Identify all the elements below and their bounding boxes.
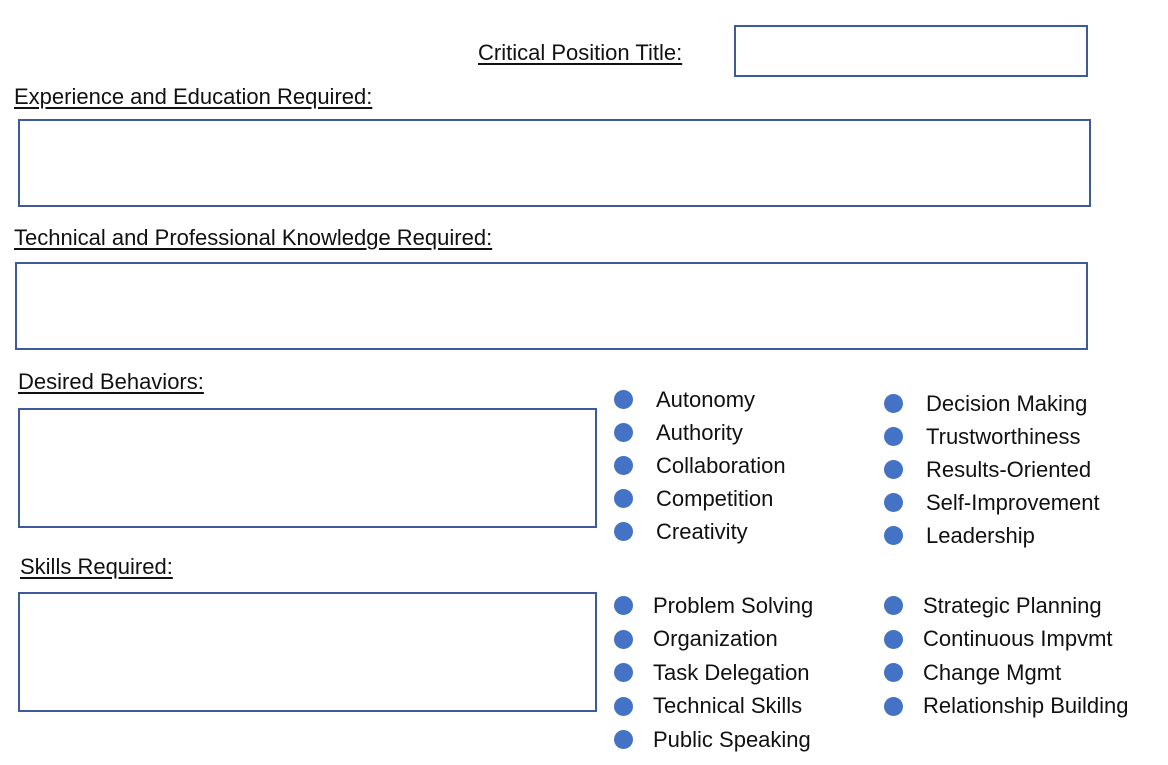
bullet-icon — [884, 526, 903, 545]
bullet-icon — [884, 493, 903, 512]
behavior-option — [614, 482, 786, 515]
experience-education-field[interactable] — [18, 119, 1091, 207]
bullet-icon — [614, 456, 633, 475]
bullet-icon — [884, 394, 903, 413]
behavior-option-label: Results-Oriented — [926, 456, 1092, 482]
behavior-option-label: Autonomy — [656, 386, 756, 412]
skill-option-label: Organization — [653, 626, 778, 652]
bullet-icon — [884, 663, 903, 682]
behavior-option — [614, 416, 786, 449]
skill-option — [614, 589, 813, 623]
behavior-option — [884, 519, 1100, 552]
bullet-icon — [614, 489, 633, 508]
skills-options-left — [614, 589, 813, 757]
skill-option-label: Relationship Building — [923, 693, 1129, 719]
skill-option — [884, 623, 1128, 657]
skill-option — [884, 589, 1128, 623]
skill-option-label: Public Speaking — [653, 726, 811, 752]
skill-option — [884, 690, 1128, 724]
skill-option — [614, 656, 813, 690]
bullet-icon — [614, 730, 633, 749]
bullet-icon — [614, 596, 633, 615]
bullet-icon — [884, 460, 903, 479]
bullet-icon — [614, 630, 633, 649]
behavior-option — [614, 449, 786, 482]
position-title-field[interactable] — [734, 25, 1088, 77]
bullet-icon — [884, 697, 903, 716]
experience-education-label: Experience and Education Required: — [14, 84, 373, 109]
behavior-option-label: Competition — [656, 485, 774, 511]
behavior-option — [884, 387, 1100, 420]
bullet-icon — [884, 427, 903, 446]
bullet-icon — [614, 697, 633, 716]
skill-option-label: Task Delegation — [653, 659, 810, 685]
desired-behaviors-options-right — [884, 387, 1100, 552]
desired-behaviors-options-left — [614, 383, 786, 548]
skill-option-label: Change Mgmt — [923, 659, 1062, 685]
technical-knowledge-field[interactable] — [15, 262, 1088, 350]
skill-option-label: Technical Skills — [653, 693, 803, 719]
bullet-icon — [614, 390, 633, 409]
skill-option-label: Strategic Planning — [923, 592, 1102, 618]
behavior-option-label: Self-Improvement — [926, 489, 1100, 515]
bullet-icon — [884, 630, 903, 649]
skill-option-label: Continuous Impvmt — [923, 626, 1113, 652]
bullet-icon — [614, 522, 633, 541]
skills-required-label: Skills Required: — [20, 554, 173, 579]
behavior-option — [884, 420, 1100, 453]
skill-option — [614, 623, 813, 657]
skill-option — [614, 723, 813, 757]
behavior-option — [884, 486, 1100, 519]
behavior-option-label: Leadership — [926, 522, 1035, 548]
bullet-icon — [884, 596, 903, 615]
behavior-option — [884, 453, 1100, 486]
position-title-label: Critical Position Title: — [478, 40, 683, 65]
skills-required-field[interactable] — [18, 592, 597, 712]
behavior-option — [614, 515, 786, 548]
behavior-option-label: Collaboration — [656, 452, 786, 478]
behavior-option-label: Creativity — [656, 518, 748, 544]
skill-option — [884, 656, 1128, 690]
skill-option-label: Problem Solving — [653, 592, 814, 618]
behavior-option-label: Authority — [656, 419, 743, 445]
technical-knowledge-label: Technical and Professional Knowledge Required: — [14, 225, 493, 250]
desired-behaviors-field[interactable] — [18, 408, 597, 528]
bullet-icon — [614, 663, 633, 682]
bullet-icon — [614, 423, 633, 442]
behavior-option — [614, 383, 786, 416]
desired-behaviors-label: Desired Behaviors: — [18, 369, 204, 394]
behavior-option-label: Trustworthiness — [926, 423, 1081, 449]
skills-options-right — [884, 589, 1128, 723]
behavior-option-label: Decision Making — [926, 390, 1088, 416]
skill-option — [614, 690, 813, 724]
